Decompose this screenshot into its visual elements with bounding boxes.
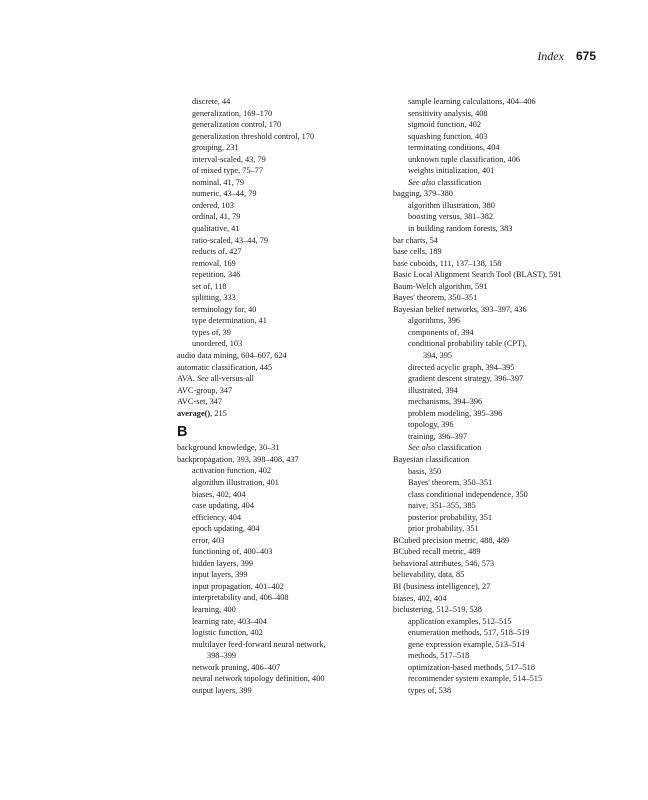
index-subentry: unordered, 103 [192, 339, 243, 349]
index-subentry: type determination, 41 [192, 316, 267, 326]
index-subentry: weights initialization, 401 [408, 166, 495, 176]
index-subentry: activation function, 402 [192, 466, 272, 476]
function-name: average() [177, 408, 211, 418]
index-subentry: repetition, 346 [192, 270, 241, 280]
index-subentry: hidden layers, 399 [192, 558, 254, 568]
running-head-title: Index [537, 49, 564, 63]
index-entry: Basic Local Alignment Search Tool (BLAST), 591 [393, 270, 562, 280]
index-entry: base cells, 189 [393, 247, 442, 257]
index-subentry: generalization threshold control, 170 [192, 131, 315, 141]
index-subentry: network pruning, 406–407 [192, 662, 281, 672]
index-subentry: algorithms, 396 [408, 316, 461, 326]
index-subentry: sigmoid function, 402 [408, 120, 482, 130]
index-entry: audio data mining, 604–607, 624 [177, 351, 287, 361]
index-subentry: of mixed type, 75–77 [192, 166, 263, 176]
index-entry: bar charts, 54 [393, 235, 438, 245]
index-entry: BCubed precision metric, 488, 489 [393, 535, 510, 545]
index-subentry: algorithm illustration, 380 [408, 200, 495, 210]
index-subentry: efficiency, 404 [192, 512, 242, 522]
index-subentry: nominal, 41, 79 [192, 177, 245, 187]
index-entry: Baum-Welch algorithm, 591 [393, 281, 488, 291]
index-subentry: basis, 350 [408, 466, 442, 476]
index-subentry: ordered, 103 [192, 200, 234, 210]
index-subentry: discrete, 44 [192, 97, 231, 106]
index-subentry: recommender system example, 514–515 [408, 674, 543, 684]
index-subentry: unknown tuple classification, 406 [408, 154, 520, 164]
index-entry: believability, data, 85 [393, 570, 465, 580]
see-reference: See [197, 374, 209, 384]
index-subentry: case updating, 404 [192, 501, 254, 511]
index-entry: Bayesian belief networks, 393–397, 436 [393, 304, 527, 314]
index-subentry: class conditional independence, 350 [408, 489, 528, 499]
entries-attribute-subitems [177, 96, 382, 373]
index-subentry: squashing function, 403 [408, 131, 488, 141]
index-subentry: prior probability, 351 [408, 524, 479, 534]
index-subentry: qualitative, 41 [192, 224, 240, 234]
index-entry-continuation: 398–399 [207, 651, 237, 661]
index-column-right [393, 96, 598, 696]
running-head [537, 49, 596, 64]
index-entry: backpropagation, 393, 398–408, 437 [177, 454, 299, 464]
index-entry: BI (business intelligence), 27 [393, 581, 491, 591]
index-subentry: set of, 118 [192, 281, 227, 291]
section-letter-heading: B [177, 424, 188, 441]
index-subentry: methods, 517–518 [408, 651, 470, 661]
page-number: 675 [575, 49, 596, 63]
index-subentry: learning, 400 [192, 604, 236, 614]
index-subentry: sample learning calculations, 404–406 [408, 97, 536, 106]
index-entry: BCubed recall metric, 489 [393, 547, 481, 557]
index-subentry: mechanisms, 394–396 [408, 397, 483, 407]
index-subentry: illustrated, 394 [408, 385, 458, 395]
entries-bayesian-classification-to-biclustering [393, 454, 598, 696]
index-entry: automatic classification, 445 [177, 362, 273, 372]
index-subentry: boosting versus, 381–382 [408, 212, 494, 222]
index-subentry: input layers, 399 [192, 570, 248, 580]
index-subentry: reducts of, 427 [192, 247, 242, 257]
index-subentry: epoch updating, 404 [192, 524, 260, 534]
index-subentry: ratio-scaled, 43–44, 79 [192, 235, 269, 245]
index-subentry: problem modeling, 395–396 [408, 408, 503, 418]
index-entry: Bayesian classification [393, 454, 470, 464]
index-subentry: directed acyclic graph, 394–395 [408, 362, 515, 372]
index-subentry: topology, 396 [408, 420, 454, 430]
index-subentry: generalization, 169–170 [192, 108, 273, 118]
index-entry: biases, 402, 404 [393, 593, 447, 603]
index-subentry: posterior probability, 351 [408, 512, 493, 522]
index-subentry: input propagation, 401–402 [192, 581, 284, 591]
index-column-left [177, 96, 382, 696]
index-entry: AVC-set, 347 [177, 397, 223, 407]
index-subentry: error, 403 [192, 535, 225, 545]
index-subentry: ordinal, 41, 79 [192, 212, 241, 222]
index-subentry: gradient descent strategy, 396–397 [408, 374, 524, 384]
index-entry: behavioral attributes, 546, 573 [393, 558, 495, 568]
index-subentry: interpretability and, 406–408 [192, 593, 289, 603]
index-entry: base cuboids, 111, 137–138, 158 [393, 258, 502, 268]
index-subentry: enumeration methods, 517, 518–519 [408, 628, 530, 638]
index-subentry: conditional probability table (CPT), [408, 339, 527, 349]
entries-bagging-to-bayesian [393, 188, 598, 442]
index-subentry: interval-scaled, 43, 79 [192, 154, 266, 164]
index-subentry: types of, 39 [192, 327, 231, 337]
index-subentry: generalization control, 170 [192, 120, 282, 130]
index-entry-ava: AVA. See all-versus-all [177, 374, 254, 384]
index-subentry: in building random forests, 383 [408, 224, 513, 234]
index-subentry: algorithm illustration, 401 [192, 477, 279, 487]
index-subentry: functioning of, 400–403 [192, 547, 273, 557]
index-subentry: grouping, 231 [192, 143, 239, 153]
entries-b-section [177, 442, 382, 696]
entries-avc [177, 385, 382, 408]
index-subentry: removal, 169 [192, 258, 236, 268]
index-subentry: splitting, 333 [192, 293, 236, 303]
see-also-entry: See also classification [408, 177, 482, 187]
index-subentry: multilayer feed-forward neural network, [192, 639, 326, 649]
index-subentry: sensitivity analysis, 408 [408, 108, 488, 118]
entries-backpropagation-continued [393, 96, 598, 177]
index-entry: bagging, 379–380 [393, 189, 453, 199]
index-entry-average: average(), 215 [177, 408, 227, 418]
index-entry: Bayes' theorem, 350–351 [393, 293, 478, 303]
index-subentry: terminating conditions, 404 [408, 143, 500, 153]
index-entry: background knowledge, 30–31 [177, 443, 280, 453]
index-subentry: terminology for, 40 [192, 304, 257, 314]
index-subentry: logistic function, 402 [192, 628, 263, 638]
index-subentry: biases, 402, 404 [192, 489, 246, 499]
index-entry: biclustering, 512–519, 538 [393, 605, 482, 615]
index-subentry: optimization-based methods, 517–518 [408, 662, 535, 672]
see-also-entry: See also classification [408, 443, 482, 453]
index-subentry: learning rate, 403–404 [192, 616, 267, 626]
index-subentry: training, 396–397 [408, 431, 467, 441]
index-entry-continuation: 394, 395 [423, 351, 453, 361]
index-subentry: Bayes' theorem, 350–351 [408, 478, 493, 488]
index-subentry: numeric, 43–44, 79 [192, 189, 257, 199]
index-subentry: naive, 351–355, 385 [408, 501, 476, 511]
index-subentry: components of, 394 [408, 327, 474, 337]
index-subentry: output layers, 399 [192, 685, 252, 695]
index-entry: AVC-group, 347 [177, 385, 233, 395]
index-subentry: neural network topology definition, 400 [192, 674, 325, 684]
index-subentry: application examples, 512–515 [408, 616, 512, 626]
index-subentry: types of, 538 [408, 685, 452, 695]
index-subentry: gene expression example, 513–514 [408, 639, 525, 649]
